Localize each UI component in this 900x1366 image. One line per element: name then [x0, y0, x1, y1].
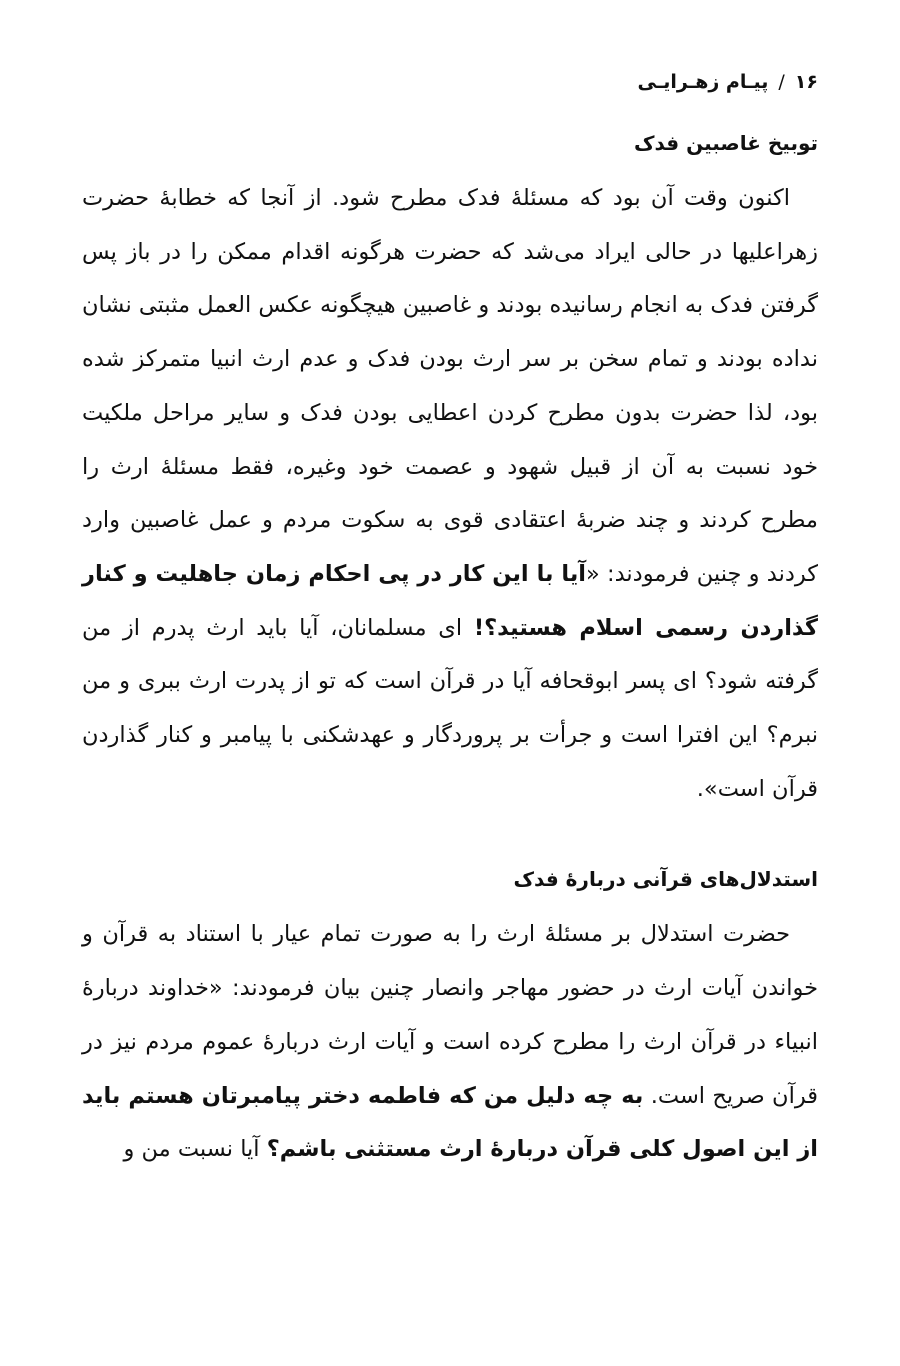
- section-paragraph-rebuke: [82, 172, 818, 816]
- paragraph-text: اکنون وقت آن بود که مسئلهٔ فدک مطرح شود. از آنجا که خطابهٔ حضرت زهراعليها در حالی ایراد می‌شد که حضرت هرگونه اقدام ممکن را در باز پس گرفتن فدک به انجام رسانیده بودند و غاصبین هیچگونه عکس العمل مثبتی نشان نداده بودند و تمام سخن بر سر ارث بودن فدک و عدم ارث انبیا متمرکز شده بود، لذا حضرت بدون مطرح کردن اعطایی بودن فدک و سایر مراحل ملکیت خود نسبت به آن از قبیل شهود و عصمت خود وغیره، فقط مسئلهٔ ارث را مطرح کردند و چند ضربهٔ اعتقادی قوی به سکوت مردم و عمل غاصبین وارد کردند و چنین فرمودند: «: [82, 185, 818, 587]
- book-title: پیـام زهـرایـی: [637, 71, 769, 93]
- paragraph-text: حضرت استدلال بر مسئلهٔ ارث را به صورت تمام عیار با استناد به قرآن و خواندن آیات ارث در حضور مهاجر وانصار چنین بیان فرمودند: «خداوند دربارهٔ انبیاء در قرآن ارث را مطرح کرده است و آیات ارث دربارهٔ عموم مردم نیز در قرآن صریح است.: [82, 921, 818, 1109]
- page-number: ۱۶: [794, 71, 818, 93]
- quoted-bold-text: به چه دلیل من که فاطمه دختر پیامبرتان هستم باید از این اصول کلی قرآن دربارهٔ ارث مستثنی باشم؟: [82, 1082, 818, 1163]
- header-separator: /: [778, 71, 785, 93]
- section-heading-quranic-arguments: استدلال‌های قرآنی دربارهٔ فدک: [513, 867, 818, 892]
- running-header: [82, 62, 818, 102]
- section-heading-rebuke: توبیخ غاصبین فدک: [633, 131, 818, 155]
- paragraph-text: ای مسلمانان، آیا باید ارث پدرم از من گرفته شود؟ ای پسر ابوقحافه آیا در قرآن است که تو از پدرت ارث ببری و من نبرم؟ این افترا است و جرأت بر پروردگار و عهدشکنی با پیامبر و کنار گذاردن قرآن است».: [82, 614, 818, 802]
- book-page: [82, 62, 818, 1177]
- quoted-bold-text: آیا با این کار در پی احکام زمان جاهلیت و کنار گذاردن رسمی اسلام هستید؟!: [82, 560, 818, 641]
- section-paragraph-quranic-arguments: [82, 908, 818, 1177]
- paragraph-text: آیا نسبت من و: [123, 1136, 267, 1163]
